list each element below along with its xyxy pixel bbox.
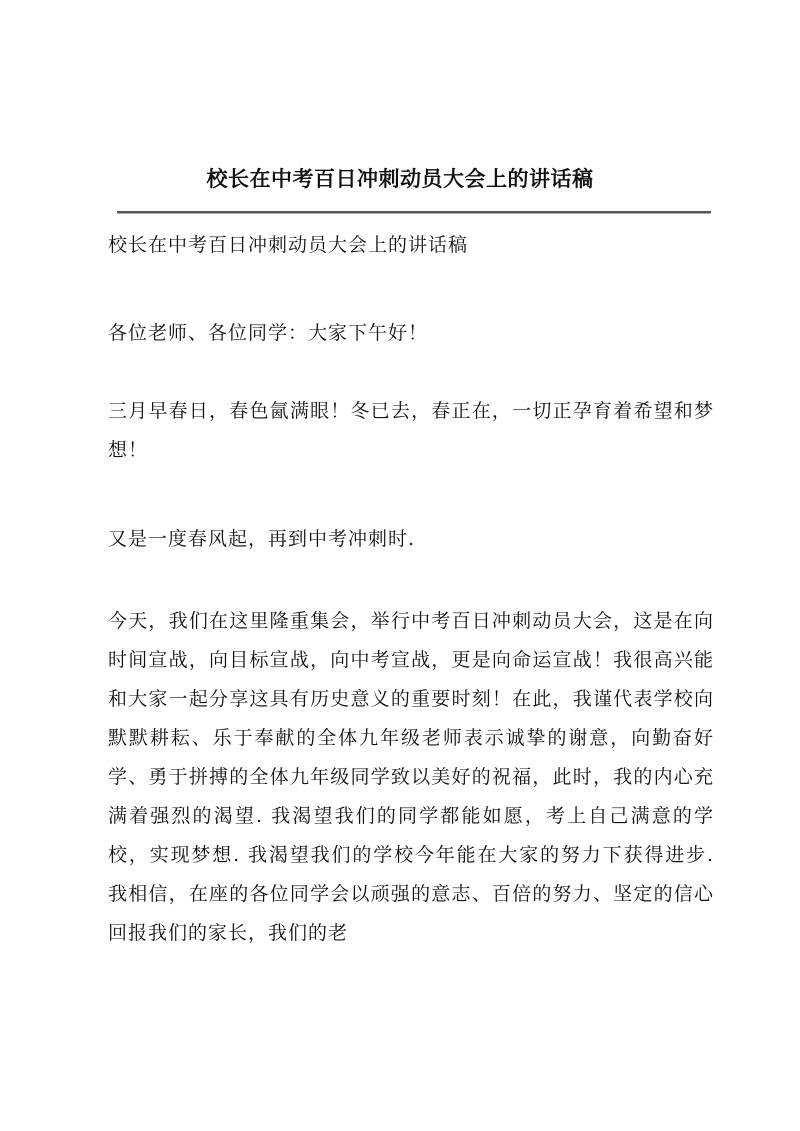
title-divider xyxy=(117,211,711,213)
paragraph-again: 又是一度春风起，再到中考冲刺时. xyxy=(108,528,416,550)
paragraph-today: 今天，我们在这里隆重集会，举行中考百日冲刺动员大会，这是在向时间宣战，向目标宣战，向中考宣战，更是向命运宣战！我很高兴能和大家一起分享这具有历史意义的重要时刻！在此，我谨代表学校向默默耕耘、乐于奉献的全体九年级老师表示诚挚的谢意，向勤奋好学、勇于拼搏的全体九年级同学致以美好的祝福，此时，我的内心充满着强烈的渴望. 我渴望我们的同学都能如愿，考上自己满意的学校，实现梦想. 我渴望我们的学校今年能在大家的努力下获得进步. 我相信，在座的各位同学会以顽强的意志、百倍的努力、坚定的信心回报我们的家长，我们的老 xyxy=(108,610,714,944)
paragraph-greeting: 各位老师、各位同学：大家下午好！ xyxy=(108,322,429,344)
document-title: 校长在中考百日冲刺动员大会上的讲话稿 xyxy=(206,166,594,191)
paragraph-heading: 校长在中考百日冲刺动员大会上的讲话稿 xyxy=(108,234,469,256)
paragraph-spring: 三月早春日，春色氤满眼！冬已去，春正在，一切正孕育着希望和梦想！ xyxy=(108,400,714,461)
